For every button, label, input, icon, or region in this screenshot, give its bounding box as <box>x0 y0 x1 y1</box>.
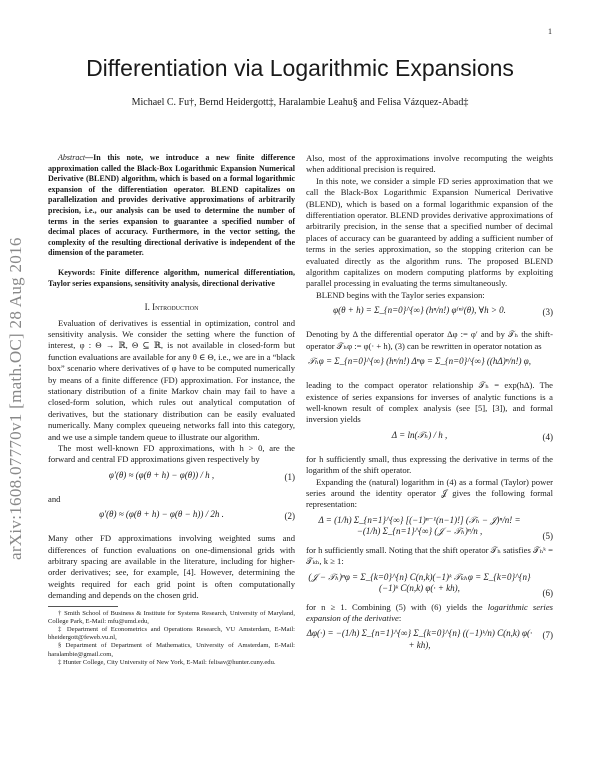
abstract <box>48 153 295 259</box>
equation-operator: 𝒯ₕφ = Σ_{n=0}^{∞} (hⁿ/n!) Δⁿφ = Σ_{n=0}^{∞} ((hΔ)ⁿ/n!) φ, <box>307 356 532 367</box>
right-column <box>306 153 553 652</box>
paper-title: Differentiation via Logarithmic Expansions <box>86 55 514 81</box>
keywords-text: Finite difference algorithm, numerical differentiation, Taylor series expansions, sensitivity analysis, directional derivative <box>48 267 295 288</box>
equation-5: Δ = (1/h) Σ_{n=1}^{∞} [(−1)ⁿ⁻¹(n−1)!] (𝒯ₕ − 𝒥)ⁿ/n! = −(1/h) Σ_{n=1}^{∞} (𝒥 − 𝒯ₕ)ⁿ/n , (5) <box>318 514 553 541</box>
right-paragraph-1: Also, most of the approximations involve recomputing the weights when additional precision is required. <box>306 153 553 175</box>
equation-6: (𝒥 − 𝒯ₕ)ⁿφ = Σ_{k=0}^{n} C(n,k)(−1)ᵏ 𝒯ₖₕφ = Σ_{k=0}^{n} (−1)ᵏ C(n,k) φ(· + kh), (6) <box>308 571 553 598</box>
emphasis-text: logarithmic series expansion of the derivative <box>306 601 553 623</box>
keywords <box>48 268 295 289</box>
footnote-3: § Department of Department of Mathematics, University of Amsterdam, E-Mail: haralambie@gmail.com, <box>48 642 295 658</box>
equation-1-number: (1) <box>284 471 295 482</box>
equation-7-number: (7) <box>542 630 553 641</box>
intro-paragraph-3: Many other FD approximations involving weighted sums and differences of function evaluations on one-dimensional grids with arbitrary spacing are available in the literature, including for higher-order derivatives; see, for example, [4]. However, determining the weights required for each grid point is often computationally demanding and depends on the chosen grid. <box>48 533 295 601</box>
footnote-4: ‡ Hunter College, City University of New York, E-Mail: felisav@hunter.cuny.edu. <box>58 658 276 666</box>
equation-2-number: (2) <box>284 511 295 522</box>
right-paragraph-4: Denoting by Δ the differential operator Δφ := φ′ and by 𝒯ₕ the shift-operator 𝒯ₕφ := φ(· + h), (3) can be rewritten in operator notation as <box>306 329 553 351</box>
abstract-label: Abstract <box>58 153 86 162</box>
equation-4: Δ = ln(𝒯ₕ) / h , (4) <box>391 429 553 442</box>
abstract-text: —In this note, we introduce a new finite difference approximation called the Black-Box Logarithmic Expansion Numerical Derivative (BLEND) algorithm, which is based on a formal logarithmic expansion of the differentiation operator. BLEND capitalizes on parallelization and provides derivative approximations of arbitrarily precision, i.e., our analysis can be used to determine the number of terms in the series expansion to guarantee a specified number of decimal places of accuracy. Furthermore, in the vector setting, the complexity of the resulting directional derivative is independent of the dimension of the parameter. <box>48 153 295 258</box>
intro-paragraph-1: Evaluation of derivatives is essential in optimization, control and sensitivity analysis. We consider the setting where the function of interest, φ : Θ → ℝ, Θ ⊆ ℝ, is not available in closed-form but function evaluations are available for any θ ∈ Θ, i.e., we are in a “black box” scenario where derivatives of φ have to be computed numerically by means of a finite difference (FD) approximation. For instance, the stationary distribution of a finite Markov chain may fail to have a closed-form solution, which rules out analytical computation of derivatives, but the stationary distribution can be easily evaluated numerically. Many complex queueing networks fall into this category, and we use a simple tandem queue to illustrate our algorithm. <box>48 317 295 442</box>
keywords-label: Keywords: <box>58 267 96 277</box>
left-column <box>48 153 295 667</box>
author-list: Michael C. Fu†, Bernd Heidergott‡, Haralambie Leahu§ and Felisa Vázquez-Abad‡ <box>131 97 469 108</box>
right-paragraph-7: Expanding the (natural) logarithm in (4) as a formal (Taylor) power series around the identity operator 𝒥 gives the following formal representation: <box>306 476 553 510</box>
right-paragraph-2: In this note, we consider a simple FD series approximation that we call the Black-Box Logarithmic Expansion Numerical Derivative (BLEND), which is based on a formal logarithmic expansion of the differentiation operator. BLEND provides derivative approximations of arbitrarily precision, in the sense that a specified number of decimal places of accuracy can be guaranteed by adding a sufficient number of terms in the series approximation, so the stopping criterion can be evaluated directly as the algorithm runs. The proposed BLEND algorithm capitalizes on modern computing platforms by exploiting parallel processing in evaluating the terms simultaneously. <box>306 175 553 289</box>
right-paragraph-5: leading to the compact operator relationship 𝒯ₕ = exp(hΔ). The existence of series expansions for inverses of analytic functions is a well-known result of complex analysis (see [5], [3]), and formal inversion yields <box>306 380 553 425</box>
equation-4-number: (4) <box>542 431 553 442</box>
right-paragraph-6: for h sufficiently small, thus expressing the derivative in terms of the logarithm of the shift operator. <box>306 453 553 476</box>
equation-2: φ′(θ) ≈ (φ(θ + h) − φ(θ − h)) / 2h . (2) <box>99 509 295 522</box>
right-paragraph-8: for h sufficiently small. Noting that the shift operator 𝒯ₕ satisfies 𝒯ₕᵏ = 𝒯ₖₕ, k ≥ 1: <box>306 544 553 567</box>
footnote-1: † Smith School of Business & Institute for Systems Research, University of Maryland, College Park, E-Mail: mfu@umd.edu, <box>48 609 295 625</box>
arxiv-stamp: arXiv:1608.07770v1 [math.OC] 28 Aug 2016 <box>6 237 25 560</box>
right-paragraph-3: BLEND begins with the Taylor series expansion: <box>316 289 485 300</box>
equation-5-number: (5) <box>542 530 553 541</box>
page-number: 1 <box>548 27 552 36</box>
equation-1: φ′(θ) ≈ (φ(θ + h) − φ(θ)) / h , (1) <box>108 469 295 482</box>
and-text: and <box>48 493 61 504</box>
equation-3: φ(θ + h) = Σ_{n=0}^{∞} (hⁿ/n!) φ⁽ⁿ⁾(θ), ∀h > 0. (3) <box>333 305 553 318</box>
right-paragraph-9: for n ≥ 1. Combining (5) with (6) yields the logarithmic series expansion of the derivative: <box>306 601 553 623</box>
equation-3-number: (3) <box>542 307 553 318</box>
section-heading: I. Introduction <box>144 302 199 313</box>
footnote-2: ‡ Department of Econometrics and Operations Research, VU Amsterdam, E-Mail: bheidergott@feweb.vu.nl, <box>48 626 295 642</box>
footnote-rule <box>48 606 118 607</box>
intro-paragraph-2: The most well-known FD approximations, with h > 0, are the forward and central FD approximations given respectively by <box>48 443 295 465</box>
equation-6-number: (6) <box>542 587 553 598</box>
equation-7: Δφ(·) = −(1/h) Σ_{n=1}^{∞} Σ_{k=0}^{n} ((−1)ᵏ/n) C(n,k) φ(· + kh), (7) <box>306 628 553 650</box>
